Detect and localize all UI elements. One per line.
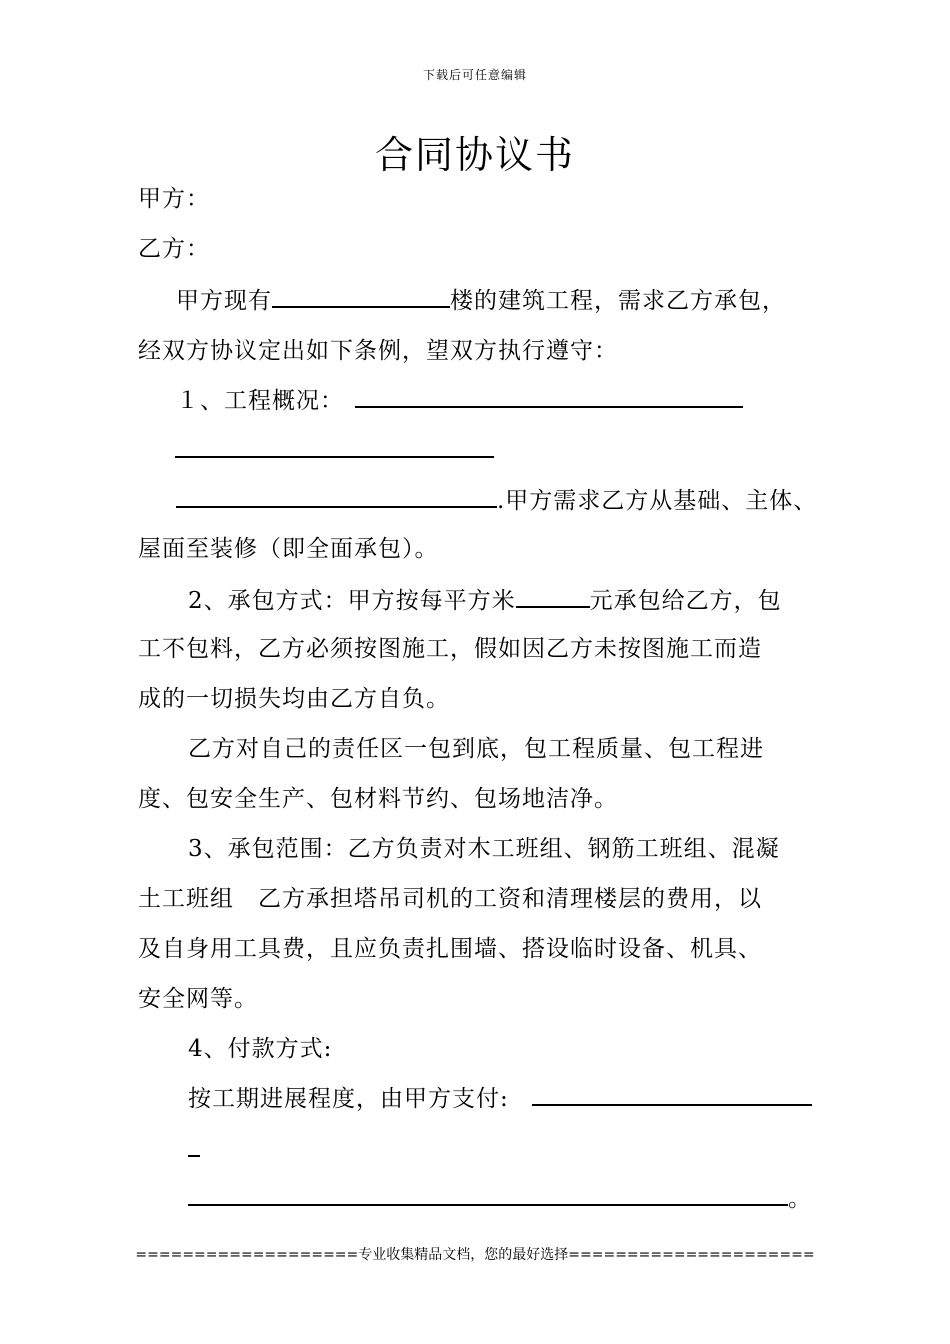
payment-blank-3 bbox=[188, 1204, 788, 1206]
intro-line-1 bbox=[176, 284, 786, 316]
clause-1-line-4: 屋面至装修（即全面承包）。 bbox=[138, 536, 439, 562]
clause-3-line-1: 3、承包范围：乙方负责对木工班组、钢筋工班组、混凝 bbox=[188, 836, 780, 862]
price-blank bbox=[516, 584, 590, 608]
payment-blank-2 bbox=[188, 1155, 200, 1157]
clause-2-line-2: 工不包料，乙方必须按图施工，假如因乙方未按图施工而造 bbox=[138, 636, 762, 662]
clause-4-line-2: 按工期进展程度，由甲方支付: bbox=[188, 1086, 509, 1112]
intro-text-post: 楼的建筑工程，需求乙方承包， bbox=[450, 288, 786, 314]
clause-1-line-3-text: .甲方需求乙方从基础、主体、 bbox=[497, 488, 818, 514]
overview-blank-3 bbox=[176, 484, 497, 508]
clause-2-line-3: 成的一切损失均由乙方自负。 bbox=[138, 686, 450, 712]
document-title: 合同协议书 bbox=[374, 133, 575, 177]
clause-3-line-4: 安全网等。 bbox=[138, 986, 258, 1012]
clause-1-line-3 bbox=[176, 484, 817, 516]
header-note: 下载后可任意编辑 bbox=[422, 68, 527, 82]
clause-2-line-1 bbox=[188, 584, 782, 616]
intro-line-2: 经双方协议定出如下条例，望双方执行遵守： bbox=[138, 338, 618, 364]
building-blank bbox=[272, 284, 450, 308]
intro-text-pre: 甲方现有 bbox=[176, 288, 272, 314]
overview-blank-2 bbox=[175, 456, 494, 458]
payment-blank-1 bbox=[532, 1104, 812, 1106]
clause-4-end-mark: 。 bbox=[788, 1186, 812, 1212]
responsibility-line-1: 乙方对自己的责任区一包到底，包工程质量、包工程进 bbox=[188, 736, 764, 762]
clause-2-text-post: 元承包给乙方，包 bbox=[589, 588, 782, 614]
clause-4-label: 4、付款方式: bbox=[188, 1036, 333, 1062]
clause-2-text-pre: 2、承包方式：甲方按每平方米 bbox=[188, 588, 516, 614]
party-b-label: 乙方： bbox=[138, 236, 210, 262]
overview-blank-1 bbox=[355, 406, 743, 408]
footer-banner: ===================专业收集精品文档，您的最好选择===================== bbox=[135, 1247, 815, 1263]
responsibility-line-2: 度、包安全生产、包材料节约、包场地洁净。 bbox=[138, 786, 618, 812]
clause-3-line-2: 土工班组 乙方承担塔吊司机的工资和清理楼层的费用，以 bbox=[138, 886, 762, 912]
party-a-label: 甲方： bbox=[138, 186, 210, 212]
clause-3-line-3: 及自身用工具费，且应负责扎围墙、搭设临时设备、机具、 bbox=[138, 936, 762, 962]
clause-1-label: １、工程概况： bbox=[176, 388, 344, 414]
